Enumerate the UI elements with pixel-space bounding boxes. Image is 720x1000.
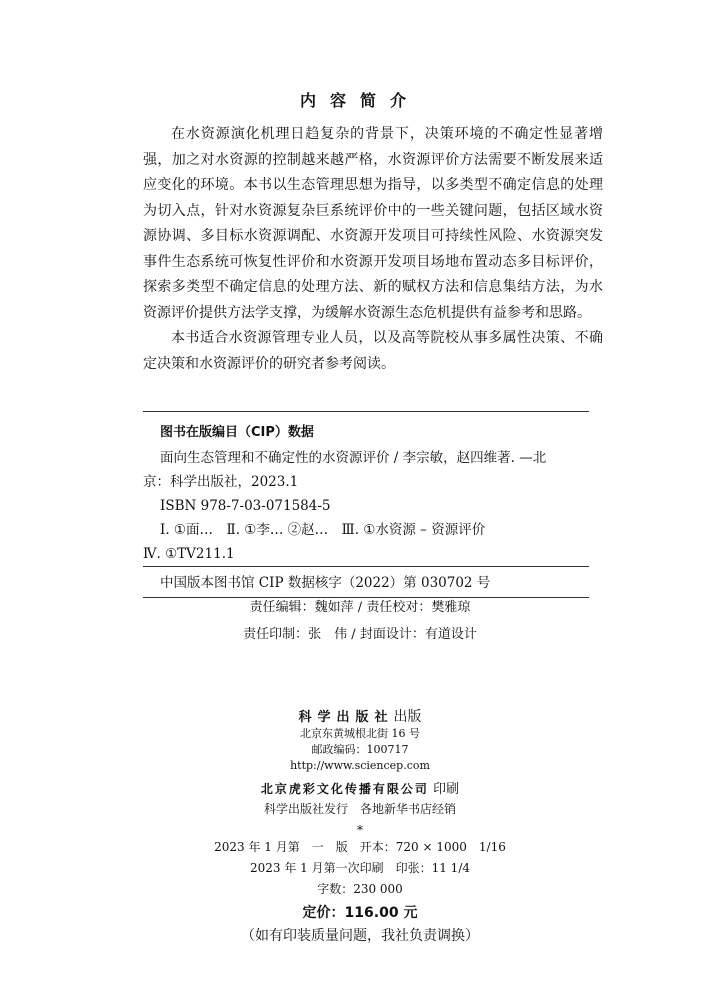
divider [143, 566, 589, 567]
cip-heading: 图书在版编目（CIP）数据 [160, 425, 314, 440]
credits-editors: 责任编辑：魏如萍 / 责任校对：樊雅琼 [249, 600, 471, 615]
publisher-name: 科学出版社 [298, 710, 394, 725]
cip-subjects: Ⅳ. ①TV211.1 [143, 546, 235, 562]
word-count: 字数：230 000 [317, 882, 403, 896]
separator-star: * [357, 823, 363, 837]
publisher-address: 北京东黄城根北街 16 号 [300, 727, 420, 740]
edition-line: 2023 年 1 月第 一 版 开本：720 × 1000 1/16 [214, 840, 506, 854]
cip-block [143, 411, 589, 598]
content-summary [143, 122, 603, 377]
page-title: 内容简介 [299, 91, 420, 110]
cip-record-line: 京：科学出版社，2023.1 [143, 474, 299, 490]
printer-line [0, 778, 720, 797]
summary-paragraph: 本书适合水资源管理专业人员，以及高等院校从事多属性决策、不确定决策和水资源评价的研究者参考阅读。 [143, 330, 603, 372]
cip-subjects: Ⅰ. ①面… Ⅱ. ①李… ②赵… Ⅲ. ①水资源 – 资源评价 [160, 522, 486, 538]
publisher-postcode: 邮政编码：100717 [311, 743, 409, 756]
divider [143, 411, 589, 412]
summary-paragraph: 在水资源演化机理日趋复杂的背景下，决策环境的不确定性显著增强，加之对水资源的控制越来越严格，水资源评价方法需要不断发展来适应变化的环境。本书以生态管理思想为指导，以多类型不确定信息的处理为切入点，针对水资源复杂巨系统评价中的一些关键问题，包括区域水资源协调、多目标水资源调配、水资源开发项目可持续性风险、水资源突发事件生态系统可恢复性评价和水资源开发项目场地布置动态多目标评价，探索多类型不确定信息的处理方法、新的赋权方法和信息集结方法，为水资源评价提供方法学支撑，为缓解水资源生态危机提供有益参考和思路。 [143, 126, 603, 321]
printer-name: 北京虎彩文化传播有限公司 [260, 782, 429, 796]
imprint-block [0, 706, 720, 945]
printing-line: 2023 年 1 月第一次印刷 印张：11 1/4 [249, 861, 470, 875]
quality-notice: （如有印装质量问题，我社负责调换） [241, 928, 479, 944]
cip-record [143, 446, 589, 566]
publisher-line [0, 706, 720, 726]
cip-isbn: ISBN 978-7-03-071584-5 [160, 498, 331, 514]
cip-record-line: 面向生态管理和不确定性的水资源评价 / 李宗敏，赵四维著. —北 [160, 450, 547, 466]
credits-production: 责任印制：张 伟 / 封面设计：有道设计 [243, 627, 477, 642]
cip-cn-record: 中国版本图书馆 CIP 数据核字（2022）第 030702 号 [160, 575, 491, 591]
price: 定价：116.00 元 [302, 905, 418, 921]
publisher-suffix: 出版 [393, 709, 422, 725]
publisher-website: http://www.sciencep.com [290, 759, 430, 772]
printer-suffix: 印刷 [433, 782, 460, 797]
distribution-line: 科学出版社发行 各地新华书店经销 [263, 802, 456, 816]
